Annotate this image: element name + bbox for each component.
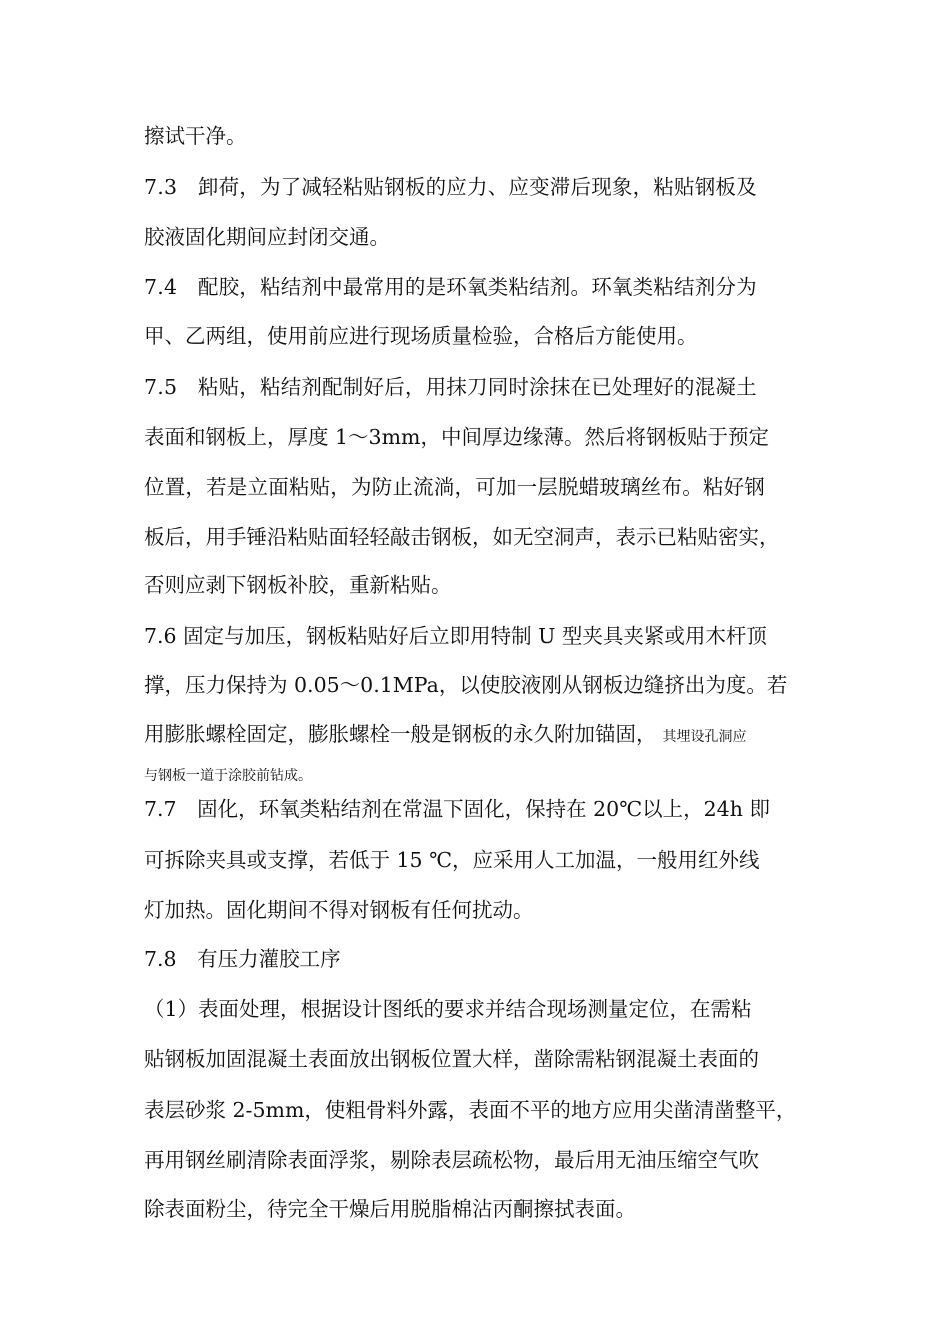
- text-line: 板后，用手锤沿粘贴面轻轻敲击钢板，如无空洞声，表示已粘贴密实，: [144, 525, 780, 549]
- small-text-segment: 其埋设孔洞应: [662, 729, 747, 745]
- text-line: 甲、乙两组，使用前应进行现场质量检验，合格后方能使用。: [144, 324, 698, 348]
- text-line: 7.6 固定与加压，钢板粘贴好后立即用特制 U 型夹具夹紧或用木杆顶: [144, 624, 767, 648]
- text-line: 7.5 粘贴，粘结剂配制好后，用抹刀同时涂抹在已处理好的混凝土: [144, 375, 757, 399]
- text-line: 表层砂浆 2-5mm，使粗骨料外露，表面不平的地方应用尖凿清凿整平，: [144, 1098, 797, 1122]
- text-line: 贴钢板加固混凝土表面放出钢板位置大样，凿除需粘钢混凝土表面的: [144, 1047, 759, 1071]
- text-line: 否则应剥下钢板补胶，重新粘贴。: [144, 573, 452, 597]
- text-line: 7.8 有压力灌胶工序: [144, 947, 341, 971]
- small-text-line: 与钢板一道于涂胶前钻成。: [144, 768, 312, 784]
- text-line: 胶液固化期间应封闭交通。: [144, 225, 390, 249]
- text-line: 撑，压力保持为 0.05～0.1MPa，以使胶液刚从钢板边缝挤出为度。若: [144, 673, 788, 697]
- text-line: 可拆除夹具或支撑，若低于 15 ℃，应采用人工加温，一般用红外线: [144, 848, 760, 872]
- text-line: [144, 720, 809, 751]
- text-line: （1）表面处理，根据设计图纸的要求并结合现场测量定位，在需粘: [144, 997, 752, 1021]
- text-segment: 用膨胀螺栓固定，膨胀螺栓一般是钢板的永久附加锚固，: [144, 722, 657, 746]
- text-line: 位置，若是立面粘贴，为防止流淌，可加一层脱蜡玻璃丝布。粘好钢: [144, 475, 765, 499]
- text-line: 7.7 固化，环氧类粘结剂在常温下固化，保持在 20℃以上，24h 即: [144, 797, 770, 821]
- text-line: 再用钢丝刷清除表面浮浆，剔除表层疏松物，最后用无油压缩空气吹: [144, 1148, 759, 1172]
- text-line: 表面和钢板上，厚度 1～3mm，中间厚边缘薄。然后将钢板贴于预定: [144, 425, 769, 449]
- text-line: 7.4 配胶，粘结剂中最常用的是环氧类粘结剂。环氧类粘结剂分为: [144, 275, 757, 299]
- text-line: 除表面粉尘，待完全干燥后用脱脂棉沾丙酮擦拭表面。: [144, 1197, 636, 1221]
- text-line: 7.3 卸荷，为了减轻粘贴钢板的应力、应变滞后现象，粘贴钢板及: [144, 175, 757, 199]
- text-line: 擦试干净。: [144, 124, 247, 148]
- text-line: 灯加热。固化期间不得对钢板有任何扰动。: [144, 898, 534, 922]
